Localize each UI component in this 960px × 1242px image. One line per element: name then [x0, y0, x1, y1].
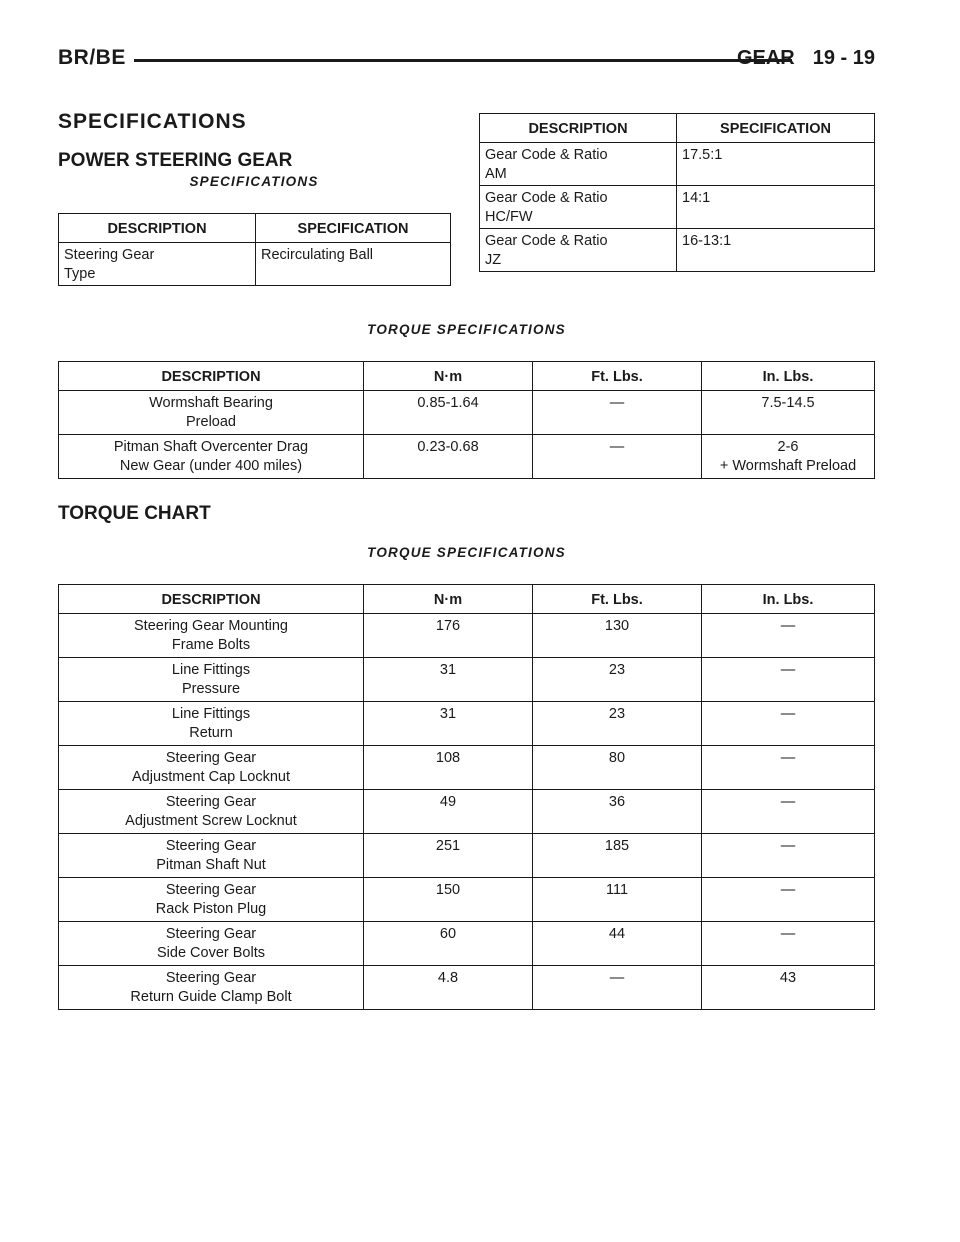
cell-text: 49 — [439, 794, 457, 810]
cell-text: 251 — [435, 838, 461, 854]
table-cell-ft — [533, 658, 702, 702]
column-header: In. Lbs. — [702, 362, 875, 391]
table-cell-in — [702, 435, 875, 479]
table-cell-nm — [364, 702, 533, 746]
cell-text: 60 — [439, 926, 457, 942]
cell-text: Rack Piston Plug — [155, 901, 267, 917]
table-row — [480, 143, 875, 186]
gear-ratio-table-body — [480, 143, 875, 272]
torque-specs-table-1 — [58, 361, 875, 479]
cell-text: Steering Gear — [165, 970, 257, 986]
torque-specs-table-2-body — [59, 614, 875, 1010]
table-cell-ft — [533, 435, 702, 479]
table-cell-nm — [364, 746, 533, 790]
table-row — [59, 243, 451, 286]
column-header: N·m — [364, 362, 533, 391]
table-cell-in — [702, 702, 875, 746]
cell-text: 31 — [439, 706, 457, 722]
table-cell-nm — [364, 966, 533, 1010]
section-heading-power-steering-gear: POWER STEERING GEAR — [58, 150, 293, 171]
cell-text: Steering Gear — [165, 750, 257, 766]
cell-text: Line Fittings — [171, 706, 251, 722]
table-cell-specification — [677, 186, 875, 229]
table-cell-description — [480, 229, 677, 272]
header-rule — [134, 59, 792, 62]
cell-text: Steering Gear — [64, 247, 155, 263]
cell-text: 17.5:1 — [682, 147, 723, 163]
table-cell-ft — [533, 790, 702, 834]
table-cell-nm — [364, 790, 533, 834]
table-cell-in — [702, 746, 875, 790]
spec-table-body — [59, 243, 451, 286]
table-cell-in — [702, 878, 875, 922]
table-cell-nm — [364, 878, 533, 922]
torque-specs-caption-1: TORQUE SPECIFICATIONS — [367, 322, 566, 337]
cell-text: JZ — [485, 252, 502, 268]
cell-text: 130 — [604, 618, 630, 634]
column-header: SPECIFICATION — [677, 114, 875, 143]
page-header — [58, 42, 875, 78]
cell-text: — — [780, 750, 796, 766]
cell-text: 23 — [608, 662, 626, 678]
table-cell-description — [480, 143, 677, 186]
table-cell-in — [702, 391, 875, 435]
table-cell-nm — [364, 435, 533, 479]
table-cell-ft — [533, 878, 702, 922]
table-cell-description — [59, 966, 364, 1010]
cell-text: Recirculating Ball — [261, 247, 374, 263]
table-row — [480, 186, 875, 229]
cell-text: 44 — [608, 926, 626, 942]
cell-text: 23 — [608, 706, 626, 722]
cell-text: — — [780, 662, 796, 678]
table-header-row — [59, 362, 875, 391]
table-header-row — [59, 585, 875, 614]
table-cell-ft — [533, 391, 702, 435]
spec-table-caption: SPECIFICATIONS — [189, 174, 319, 189]
gear-ratio-table — [479, 113, 875, 272]
column-header: DESCRIPTION — [59, 214, 256, 243]
cell-text: — — [780, 618, 796, 634]
table-row — [59, 435, 875, 479]
cell-text: New Gear (under 400 miles) — [119, 458, 303, 474]
table-cell-ft — [533, 614, 702, 658]
cell-text: + Wormshaft Preload — [719, 458, 857, 474]
cell-text: AM — [485, 166, 507, 182]
cell-text: Pitman Shaft Overcenter Drag — [113, 439, 309, 455]
table-header-row — [59, 214, 451, 243]
table-cell-nm — [364, 614, 533, 658]
table-cell-description — [59, 614, 364, 658]
cell-text: 43 — [779, 970, 797, 986]
cell-text: Type — [64, 266, 96, 282]
column-header: DESCRIPTION — [480, 114, 677, 143]
cell-text: Preload — [186, 414, 236, 430]
table-cell-specification — [677, 143, 875, 186]
torque-specs-table-1-body — [59, 391, 875, 479]
cell-text: 0.85-1.64 — [417, 395, 479, 411]
table-row — [59, 966, 875, 1010]
column-header: In. Lbs. — [702, 585, 875, 614]
header-right — [719, 47, 875, 70]
table-cell-description — [59, 922, 364, 966]
header-page-number: 19 - 19 — [812, 47, 875, 69]
cell-text: 150 — [435, 882, 461, 898]
table-cell-description — [59, 878, 364, 922]
column-header: SPECIFICATION — [256, 214, 451, 243]
table-header-row — [480, 114, 875, 143]
section-heading-torque-chart: TORQUE CHART — [58, 503, 211, 524]
cell-text: — — [780, 794, 796, 810]
cell-text: — — [609, 395, 625, 411]
cell-text: 31 — [439, 662, 457, 678]
cell-text: Pressure — [181, 681, 241, 697]
cell-text: Gear Code & Ratio — [485, 233, 608, 249]
header-section: GEAR — [736, 47, 795, 69]
table-cell-description — [59, 658, 364, 702]
cell-text: 111 — [605, 882, 629, 898]
table-row — [59, 702, 875, 746]
cell-text: Gear Code & Ratio — [485, 147, 608, 163]
cell-text: — — [780, 926, 796, 942]
cell-text: Return — [189, 725, 233, 741]
cell-text: Line Fittings — [171, 662, 251, 678]
cell-text: — — [780, 706, 796, 722]
cell-text: Wormshaft Bearing — [149, 395, 273, 411]
table-cell-in — [702, 658, 875, 702]
table-cell-description — [59, 834, 364, 878]
table-row — [59, 834, 875, 878]
cell-text: Adjustment Cap Locknut — [132, 769, 290, 785]
table-cell-description — [59, 391, 364, 435]
cell-text: 176 — [435, 618, 461, 634]
cell-text: 185 — [604, 838, 630, 854]
cell-text: 108 — [435, 750, 461, 766]
table-row — [59, 922, 875, 966]
cell-text: 16-13:1 — [682, 233, 732, 249]
table-row — [59, 878, 875, 922]
table-cell-in — [702, 966, 875, 1010]
table-cell-in — [702, 790, 875, 834]
column-header: DESCRIPTION — [59, 585, 364, 614]
cell-text: 0.23-0.68 — [417, 439, 479, 455]
torque-specs-caption-2: TORQUE SPECIFICATIONS — [367, 545, 566, 560]
column-header: Ft. Lbs. — [533, 362, 702, 391]
cell-text: Return Guide Clamp Bolt — [130, 989, 292, 1005]
table-cell-nm — [364, 391, 533, 435]
torque-specs-table-2 — [58, 584, 875, 1010]
cell-text: 2-6 — [777, 439, 799, 455]
column-header: DESCRIPTION — [59, 362, 364, 391]
table-cell-description — [59, 790, 364, 834]
cell-text: Steering Gear — [165, 926, 257, 942]
table-row — [480, 229, 875, 272]
cell-text: 14:1 — [682, 190, 711, 206]
table-cell-description — [59, 702, 364, 746]
header-model: BR/BE — [58, 46, 126, 69]
table-cell-specification — [677, 229, 875, 272]
cell-text: Adjustment Screw Locknut — [125, 813, 297, 829]
page-title: SPECIFICATIONS — [58, 110, 247, 133]
cell-text: 4.8 — [437, 970, 459, 986]
table-row — [59, 391, 875, 435]
table-cell-description — [59, 435, 364, 479]
cell-text: Steering Gear — [165, 794, 257, 810]
table-cell-description — [480, 186, 677, 229]
column-header: N·m — [364, 585, 533, 614]
table-row — [59, 614, 875, 658]
cell-text: — — [780, 838, 796, 854]
table-cell-specification — [256, 243, 451, 286]
table-cell-nm — [364, 922, 533, 966]
table-cell-in — [702, 614, 875, 658]
cell-text: — — [609, 439, 625, 455]
table-cell-nm — [364, 658, 533, 702]
table-cell-description — [59, 243, 256, 286]
table-cell-description — [59, 746, 364, 790]
table-row — [59, 658, 875, 702]
cell-text: — — [780, 882, 796, 898]
table-cell-nm — [364, 834, 533, 878]
cell-text: Steering Gear — [165, 882, 257, 898]
table-cell-ft — [533, 966, 702, 1010]
table-cell-in — [702, 922, 875, 966]
table-cell-ft — [533, 702, 702, 746]
table-row — [59, 790, 875, 834]
table-cell-in — [702, 834, 875, 878]
cell-text: Steering Gear Mounting — [134, 618, 288, 634]
cell-text: HC/FW — [485, 209, 533, 225]
table-cell-ft — [533, 834, 702, 878]
cell-text: Frame Bolts — [171, 637, 251, 653]
table-cell-ft — [533, 922, 702, 966]
table-row — [59, 746, 875, 790]
table-cell-ft — [533, 746, 702, 790]
column-header: Ft. Lbs. — [533, 585, 702, 614]
cell-text: 7.5-14.5 — [761, 395, 815, 411]
cell-text: Pitman Shaft Nut — [156, 857, 266, 873]
cell-text: — — [609, 970, 625, 986]
spec-table — [58, 213, 451, 286]
cell-text: Gear Code & Ratio — [485, 190, 608, 206]
cell-text: 36 — [608, 794, 626, 810]
cell-text: 80 — [608, 750, 626, 766]
cell-text: Steering Gear — [165, 838, 257, 854]
cell-text: Side Cover Bolts — [157, 945, 265, 961]
